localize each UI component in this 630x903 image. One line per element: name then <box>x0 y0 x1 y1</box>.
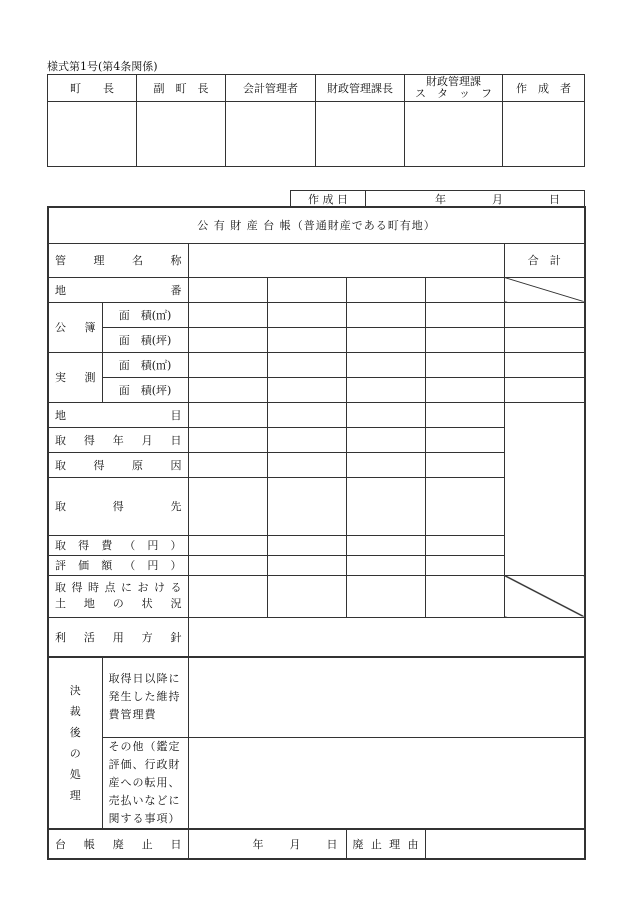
abolition-year-label: 年 <box>252 837 264 851</box>
creation-date-label: 作 成 日 <box>291 191 366 208</box>
cell[interactable] <box>267 452 346 477</box>
label-maintenance-cost: 取得日以降に発生した維持費管理費 <box>102 657 188 737</box>
total-cell-disabled <box>504 575 585 617</box>
stamp-box-creator[interactable] <box>503 102 585 167</box>
cell[interactable] <box>267 352 346 377</box>
form-number-label: 様式第1号(第4条関係) <box>47 60 158 73</box>
cell[interactable] <box>425 477 504 535</box>
stamp-box-deputy-mayor[interactable] <box>137 102 226 167</box>
label-usage-policy: 利 活 用 方 針 <box>48 617 188 657</box>
cell[interactable] <box>346 477 425 535</box>
cell[interactable] <box>425 575 504 617</box>
cell[interactable] <box>267 402 346 427</box>
stamp-box-finance-chief[interactable] <box>316 102 405 167</box>
label-acquisition-cause: 取 得 原 因 <box>48 452 188 477</box>
approval-header-finance-chief: 財政管理課長 <box>316 75 405 102</box>
field-usage-policy[interactable] <box>188 617 585 657</box>
cell[interactable] <box>188 452 267 477</box>
cell[interactable] <box>188 327 267 352</box>
approval-header-creator: 作 成 者 <box>503 75 585 102</box>
label-abolition-date: 台 帳 廃 止 日 <box>48 829 188 859</box>
stamp-box-accounting-manager[interactable] <box>226 102 316 167</box>
approval-stamp-table <box>47 74 585 167</box>
field-abolition-reason[interactable] <box>425 829 585 859</box>
cell[interactable] <box>188 352 267 377</box>
field-management-name[interactable] <box>188 243 504 277</box>
cell[interactable] <box>188 575 267 617</box>
cell[interactable] <box>267 277 346 302</box>
label-acquisition-cost: 取 得 費 （ 円 ） <box>48 535 188 555</box>
label-abolition-reason: 廃 止 理 由 <box>346 829 425 859</box>
label-survey-area-tsubo: 面 積(坪) <box>102 377 188 402</box>
cell[interactable] <box>504 302 585 327</box>
cell[interactable] <box>267 327 346 352</box>
stamp-box-finance-staff[interactable] <box>405 102 503 167</box>
cell[interactable] <box>267 427 346 452</box>
cell[interactable] <box>188 277 267 302</box>
cell[interactable] <box>425 555 504 575</box>
total-cell-disabled <box>504 277 585 302</box>
cell[interactable] <box>267 575 346 617</box>
cell[interactable] <box>425 377 504 402</box>
label-management-name: 管 理 名 称 <box>48 243 188 277</box>
cell[interactable] <box>267 535 346 555</box>
abolition-day-label: 日 <box>326 837 338 851</box>
cell[interactable] <box>346 575 425 617</box>
cell[interactable] <box>425 535 504 555</box>
ledger-title: 公 有 財 産 台 帳（普通財産である町有地） <box>48 207 585 243</box>
cell[interactable] <box>504 377 585 402</box>
cell[interactable] <box>425 402 504 427</box>
cell[interactable] <box>346 352 425 377</box>
cell[interactable] <box>188 302 267 327</box>
label-other-matters: その他（鑑定評価、行政財産への転用、売払いなどに関する事項） <box>102 737 188 829</box>
cell[interactable] <box>346 452 425 477</box>
stamp-box-mayor[interactable] <box>48 102 137 167</box>
approval-header-deputy-mayor: 副 町 長 <box>137 75 226 102</box>
field-abolition-date[interactable] <box>188 829 346 859</box>
creation-year-label: 年 <box>435 193 446 206</box>
cell[interactable] <box>188 535 267 555</box>
label-survey: 実 測 <box>48 352 102 402</box>
cell[interactable] <box>504 352 585 377</box>
cell[interactable] <box>267 555 346 575</box>
creation-month-label: 月 <box>492 193 503 206</box>
label-land-status: 取 得 時 点 に お け る 土 地 の 状 況 <box>48 575 188 617</box>
cell[interactable] <box>425 302 504 327</box>
cell[interactable] <box>346 277 425 302</box>
label-acquired-from: 取 得 先 <box>48 477 188 535</box>
label-registry-area-m2: 面 積(㎡) <box>102 302 188 327</box>
label-survey-area-m2: 面 積(㎡) <box>102 352 188 377</box>
cell[interactable] <box>425 352 504 377</box>
cell[interactable] <box>267 302 346 327</box>
label-acquisition-date: 取 得 年 月 日 <box>48 427 188 452</box>
label-land-category: 地 目 <box>48 402 188 427</box>
cell[interactable] <box>188 477 267 535</box>
creation-date-field[interactable] <box>366 191 585 208</box>
creation-day-label: 日 <box>549 193 560 206</box>
cell[interactable] <box>425 427 504 452</box>
cell[interactable] <box>267 477 346 535</box>
field-maintenance-cost[interactable] <box>188 657 585 737</box>
cell[interactable] <box>346 402 425 427</box>
abolition-month-label: 月 <box>289 837 301 851</box>
cell[interactable] <box>346 427 425 452</box>
label-registry-area-tsubo: 面 積(坪) <box>102 327 188 352</box>
cell[interactable] <box>188 555 267 575</box>
cell[interactable] <box>346 327 425 352</box>
label-post-decision: 決 裁 後 の 処 理 <box>48 657 102 829</box>
property-ledger-table <box>47 206 586 860</box>
label-appraised-value: 評 価 額 （ 円 ） <box>48 555 188 575</box>
approval-header-finance-staff: 財政管理課 ス タ ッ フ <box>405 75 503 102</box>
approval-header-mayor: 町 長 <box>48 75 137 102</box>
approval-header-accounting-manager: 会計管理者 <box>226 75 316 102</box>
cell[interactable] <box>188 427 267 452</box>
cell[interactable] <box>188 377 267 402</box>
cell[interactable] <box>504 327 585 352</box>
cell[interactable] <box>425 277 504 302</box>
cell[interactable] <box>267 377 346 402</box>
label-registry: 公 簿 <box>48 302 102 352</box>
field-other-matters[interactable] <box>188 737 585 829</box>
cell[interactable] <box>425 452 504 477</box>
cell[interactable] <box>346 377 425 402</box>
cell[interactable] <box>346 535 425 555</box>
label-total: 合 計 <box>504 243 585 277</box>
cell[interactable] <box>425 327 504 352</box>
cell[interactable] <box>346 302 425 327</box>
label-lot-number: 地 番 <box>48 277 188 302</box>
total-column-blank <box>504 402 585 575</box>
cell[interactable] <box>188 402 267 427</box>
cell[interactable] <box>346 555 425 575</box>
